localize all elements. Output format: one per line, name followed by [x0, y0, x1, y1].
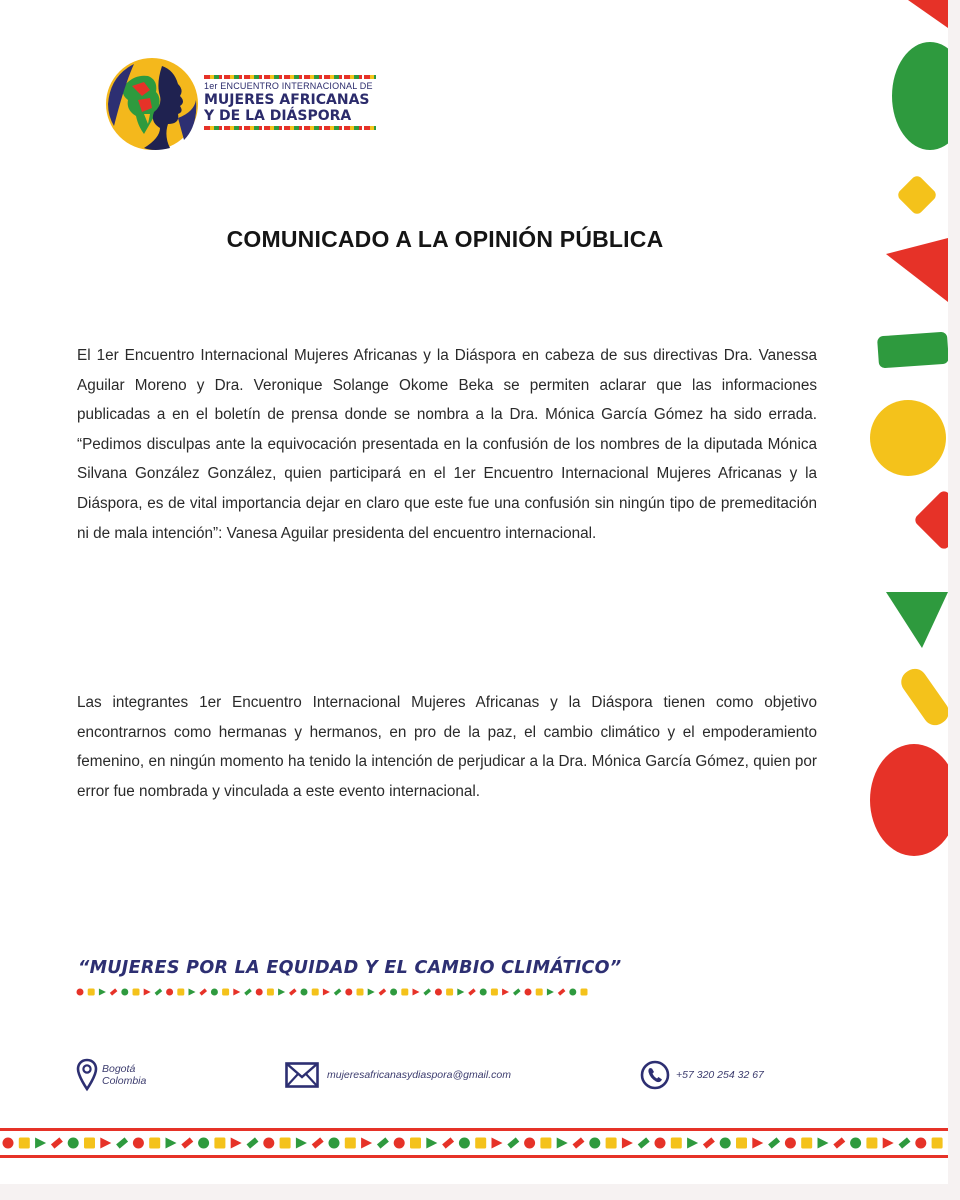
decorative-dot	[899, 1137, 911, 1148]
deco-red-diamond	[913, 489, 948, 551]
decorative-dot	[211, 989, 218, 996]
decorative-dot	[377, 1137, 389, 1148]
decorative-dot	[736, 1138, 747, 1149]
phone-icon	[640, 1060, 670, 1090]
decorative-dot	[638, 1137, 650, 1148]
decorative-dot	[233, 989, 240, 996]
decorative-dot	[181, 1137, 193, 1148]
decorative-dot	[231, 1138, 242, 1149]
deco-yellow-diamond	[896, 174, 938, 216]
deco-yellow-pill	[897, 664, 948, 730]
envelope-icon	[285, 1062, 319, 1088]
deco-red-triangle	[886, 238, 948, 302]
decorative-dot	[671, 1138, 682, 1149]
paragraph-1: El 1er Encuentro Internacional Mujeres Africanas y la Diáspora en cabeza de sus directivas Dra. Vanessa Aguilar Moreno y Dra. Veronique Solange Okome Beka se permiten aclarar que las informaciones publicadas a en el boletín de prensa donde se nombra a la Dra. Mónica García Gómez ha sido errada. “Pedimos disculpas ante la equivocación presentada en la confusión de los nombres de la diputada Mónica Silvana González González, quien participará en el 1er Encuentro Internacional Mujeres Africanas y la Diáspora, es de vital importancia dejar en claro que este fue una confusión sin ningún tipo de premeditación ni de mala intención”: Vanesa Aguilar presidenta del encuentro internacional.	[77, 347, 817, 542]
decorative-dot	[77, 989, 84, 996]
decorative-dot	[361, 1138, 372, 1149]
decorative-dot	[345, 989, 352, 996]
decorative-dot	[768, 1137, 780, 1148]
decorative-dot	[866, 1138, 877, 1149]
decorative-dot	[513, 988, 521, 995]
decorative-dot	[536, 989, 543, 996]
decorative-dot	[100, 1138, 111, 1149]
decorative-dot	[323, 989, 330, 996]
decorative-dot	[446, 989, 453, 996]
decorative-dot	[390, 989, 397, 996]
decorative-dot	[51, 1137, 63, 1148]
bottom-decorative-band	[0, 1128, 948, 1158]
logo-text-block	[204, 73, 376, 132]
decorative-dot	[502, 989, 509, 996]
event-logo	[104, 56, 379, 156]
decorative-dot	[558, 988, 566, 995]
decorative-dot	[915, 1138, 926, 1149]
decorative-dot	[785, 1138, 796, 1149]
decorative-dot	[622, 1138, 633, 1149]
logo-line-2: MUJERES AFRICANAS	[204, 92, 370, 108]
decorative-dot	[177, 989, 184, 996]
decorative-dot	[413, 989, 420, 996]
logo-stripe-top	[204, 75, 376, 79]
decorative-dot	[883, 1138, 894, 1149]
location-pin-icon	[76, 1058, 98, 1092]
right-decorative-shapes	[850, 0, 948, 870]
decorative-dot	[312, 1137, 324, 1148]
decorative-dot	[312, 989, 319, 996]
decorative-dot	[850, 1138, 861, 1149]
decorative-dot	[99, 989, 106, 996]
decorative-dot	[557, 1138, 568, 1149]
decorative-dot	[569, 989, 576, 996]
decorative-dot	[222, 989, 229, 996]
decorative-dot	[278, 989, 285, 996]
decorative-dot	[267, 989, 274, 996]
decorative-dot	[144, 989, 151, 996]
deco-red-oval	[870, 744, 948, 856]
logo-stripe-bottom	[204, 126, 376, 130]
deco-green-triangle	[886, 592, 948, 648]
band-top-line	[0, 1128, 948, 1131]
decorative-dot	[525, 989, 532, 996]
decorative-dot	[166, 1138, 177, 1149]
decorative-dot	[833, 1137, 845, 1148]
decorative-dot	[133, 1138, 144, 1149]
decorative-dot	[280, 1138, 291, 1149]
decorative-dot	[263, 1138, 274, 1149]
decorative-dot	[289, 988, 297, 995]
contact-location	[76, 1055, 172, 1095]
contact-phone	[640, 1055, 764, 1095]
decorative-dot	[88, 989, 95, 996]
decorative-dot	[244, 988, 252, 995]
logo-line-3: Y DE LA DIÁSPORA	[204, 108, 352, 124]
email-address[interactable]: mujeresafricanasydiaspora@gmail.com	[327, 1069, 511, 1081]
decorative-dot	[581, 989, 588, 996]
decorative-dot	[589, 1138, 600, 1149]
slogan: “MUJERES POR LA EQUIDAD Y EL CAMBIO CLIMÁTICO”	[78, 958, 622, 978]
decorative-dot	[435, 989, 442, 996]
decorative-dot	[524, 1138, 535, 1149]
decorative-dot	[606, 1138, 617, 1149]
slogan-decorative-dots	[76, 986, 596, 998]
decorative-dot	[475, 1138, 486, 1149]
decorative-dot	[410, 1138, 421, 1149]
decorative-dot	[752, 1138, 763, 1149]
deco-green-oval	[892, 42, 948, 150]
decorative-dot	[166, 989, 173, 996]
deco-green-bar	[877, 332, 948, 369]
phone-number[interactable]: +57 320 254 32 67	[676, 1069, 764, 1081]
location-city: Bogotá	[102, 1063, 136, 1075]
decorative-dot	[368, 989, 375, 996]
decorative-dot	[149, 1138, 160, 1149]
decorative-dot	[301, 989, 308, 996]
decorative-dot	[379, 988, 387, 995]
decorative-dot	[573, 1137, 585, 1148]
decorative-dot	[189, 989, 196, 996]
decorative-dot	[655, 1138, 666, 1149]
decorative-dot	[401, 989, 408, 996]
decorative-dot	[442, 1137, 454, 1148]
decorative-dot	[121, 989, 128, 996]
decorative-dot	[540, 1138, 551, 1149]
decorative-dot	[507, 1137, 519, 1148]
decorative-dot	[394, 1138, 405, 1149]
decorative-dot	[459, 1138, 470, 1149]
decorative-dot	[687, 1138, 698, 1149]
decorative-dot	[155, 988, 163, 995]
decorative-dot	[110, 988, 118, 995]
location-country: Colombia	[102, 1075, 147, 1087]
decorative-dot	[133, 989, 140, 996]
decorative-dot	[247, 1137, 259, 1148]
decorative-dot	[720, 1138, 731, 1149]
contact-email	[285, 1055, 511, 1095]
decorative-dot	[345, 1138, 356, 1149]
decorative-dot	[818, 1138, 829, 1149]
decorative-dot	[801, 1138, 812, 1149]
decorative-dot	[492, 1138, 503, 1149]
deco-red-corner	[908, 0, 948, 28]
document-title: COMUNICADO A LA OPINIÓN PÚBLICA	[226, 226, 664, 252]
decorative-dot	[199, 988, 207, 995]
decorative-dot	[3, 1138, 14, 1149]
decorative-dot	[116, 1137, 128, 1148]
decorative-dot	[256, 989, 263, 996]
logo-line-1: 1er ENCUENTRO INTERNACIONAL DE	[204, 81, 373, 91]
decorative-dot	[480, 989, 487, 996]
decorative-dot	[547, 989, 554, 996]
decorative-dot	[932, 1138, 943, 1149]
decorative-dot	[35, 1138, 46, 1149]
decorative-dot	[457, 989, 464, 996]
globe-silhouette-logo-icon	[104, 56, 200, 152]
decorative-dot	[357, 989, 364, 996]
decorative-dot	[68, 1138, 79, 1149]
decorative-dot	[84, 1138, 95, 1149]
decorative-dot	[19, 1138, 30, 1149]
band-bottom-line	[0, 1155, 948, 1158]
decorative-dot	[491, 989, 498, 996]
paragraph-2: Las integrantes 1er Encuentro Internacional Mujeres Africanas y la Diáspora tienen como objetivo encontrarnos como hermanas y hermanos, en pro de la paz, el cambio climático y el empoderamiento femenino, en ningún momento ha tenido la intención de perjudicar a la Dra. Mónica García Gómez, quien por error fue nombrada y vinculada a este evento internacional.	[77, 694, 817, 800]
location-text	[102, 1063, 172, 1087]
decorative-dot	[423, 988, 431, 995]
decorative-dot	[426, 1138, 437, 1149]
deco-yellow-circle	[870, 400, 946, 476]
decorative-dot	[468, 988, 476, 995]
decorative-dot	[296, 1138, 307, 1149]
decorative-dot	[214, 1138, 225, 1149]
decorative-dot	[334, 988, 342, 995]
decorative-dot	[703, 1137, 715, 1148]
decorative-dot	[198, 1138, 209, 1149]
decorative-dot	[329, 1138, 340, 1149]
